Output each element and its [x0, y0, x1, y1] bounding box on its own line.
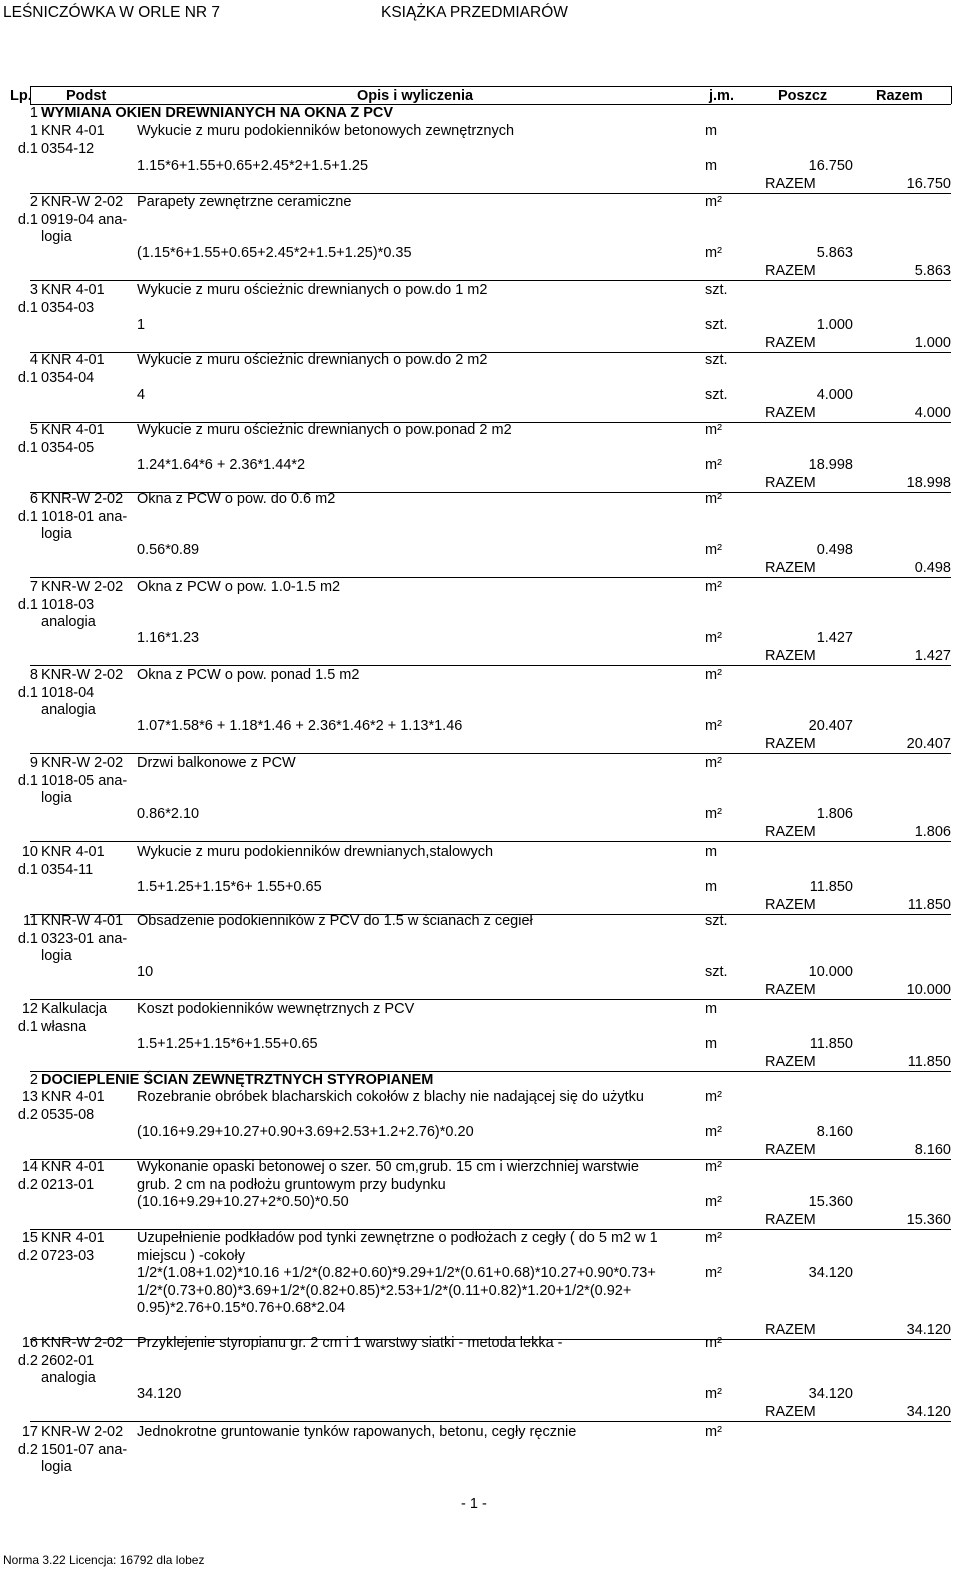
- position-description: Okna z PCW o pow. do 0.6 m2: [137, 491, 336, 507]
- razem-label: RAZEM: [765, 647, 816, 664]
- section-no: 1: [29, 105, 38, 121]
- position-podstawa: 0213-01: [41, 1176, 95, 1193]
- razem-label: RAZEM: [765, 474, 816, 491]
- position-unit: m²: [705, 194, 722, 210]
- footer-license: Norma 3.22 Licencja: 16792 dla lobez: [3, 1553, 205, 1567]
- calculation-value: 8.160: [816, 1124, 853, 1141]
- row-separator: [30, 1071, 951, 1072]
- position-unit: m²: [705, 1335, 722, 1351]
- razem-value: 18.998: [906, 474, 951, 491]
- position-podstawa: KNR 4-01: [41, 352, 105, 368]
- razem-value: 5.863: [914, 262, 951, 279]
- position-podstawa: KNR-W 2-02: [41, 667, 124, 683]
- position-podstawa: KNR-W 2-02: [41, 491, 124, 507]
- calculation-line: 1/2*(1.08+1.02)*10.16 +1/2*(0.82+0.60)*9.29+1/2*(0.61+0.68)*10.27+0.90*0.73+: [137, 1265, 656, 1282]
- position-podstawa: logia: [41, 790, 72, 807]
- position-lp: 11: [22, 913, 38, 929]
- calculation-value: 4.000: [816, 387, 853, 404]
- position-lp: 4: [29, 352, 38, 368]
- position-description: Parapety zewnętrzne ceramiczne: [137, 194, 352, 210]
- calculation-value: 18.998: [808, 457, 853, 474]
- position-unit: szt.: [705, 352, 728, 368]
- position-podstawa: 0354-11: [41, 861, 94, 878]
- position-podstawa: 1018-05 ana-: [41, 772, 128, 789]
- razem-value: 11.850: [907, 1053, 951, 1070]
- calculation-line: 1/2*(0.73+0.80)*3.69+1/2*(0.82+0.85)*2.53+1/2*(0.11+0.82)*1.20+1/2*(0.92+: [137, 1282, 632, 1299]
- position-podstawa: analogia: [41, 702, 96, 719]
- position-podstawa: KNR 4-01: [41, 1159, 105, 1175]
- position-description: Okna z PCW o pow. ponad 1.5 m2: [137, 667, 360, 683]
- position-unit: m²: [705, 755, 722, 771]
- razem-label: RAZEM: [765, 1141, 816, 1158]
- razem-label: RAZEM: [765, 1322, 816, 1338]
- razem-label: RAZEM: [765, 175, 816, 192]
- position-dzial: d.2: [17, 1106, 38, 1123]
- calculation-line: 1: [137, 317, 146, 334]
- calculation-value: 11.850: [809, 1036, 853, 1053]
- row-separator: [30, 1421, 951, 1422]
- calculation-line: 1.5+1.25+1.15*6+1.55+0.65: [137, 1036, 318, 1053]
- razem-value: 1.000: [914, 334, 951, 351]
- page-number: - 1 -: [461, 1496, 487, 1512]
- calculation-line: (10.16+9.29+10.27+0.90+3.69+2.53+1.2+2.76)*0.20: [137, 1124, 474, 1141]
- position-description: Przyklejenie styropianu gr. 2 cm i 1 warstwy siatki - metoda lekka -: [137, 1335, 563, 1351]
- calculation-line: 4: [137, 387, 146, 404]
- position-podstawa: 1018-01 ana-: [41, 508, 128, 525]
- position-lp: 3: [29, 282, 38, 298]
- position-lp: 8: [29, 667, 38, 683]
- calculation-unit: m²: [705, 1124, 722, 1141]
- position-podstawa: KNR-W 2-02: [41, 1424, 124, 1440]
- razem-value: 1.806: [914, 823, 951, 840]
- razem-value: 1.427: [914, 647, 951, 664]
- position-dzial: d.1: [17, 508, 38, 525]
- position-dzial: d.1: [17, 369, 38, 386]
- calculation-value: 1.427: [816, 630, 853, 647]
- position-lp: 15: [21, 1230, 38, 1246]
- razem-value: 34.120: [906, 1322, 951, 1338]
- calculation-value: 15.360: [808, 1194, 853, 1211]
- position-podstawa: 1018-04: [41, 684, 95, 701]
- position-podstawa: 1018-03: [41, 596, 95, 613]
- position-description: Jednokrotne gruntowanie tynków rapowanych, betonu, cegły ręcznie: [137, 1424, 577, 1440]
- calculation-line: (10.16+9.29+10.27+2*0.50)*0.50: [137, 1194, 349, 1211]
- position-lp: 7: [29, 579, 38, 595]
- position-unit: szt.: [705, 913, 728, 929]
- position-description: Uzupełnienie podkładów pod tynki zewnętrzne o podłożach z cegły ( do 5 m2 w 1: [137, 1230, 658, 1246]
- position-lp: 17: [21, 1424, 38, 1440]
- position-lp: 12: [21, 1001, 38, 1017]
- position-description: grub. 2 cm na podłożu gruntowym przy budynku: [137, 1176, 446, 1193]
- calculation-unit: m²: [705, 542, 722, 559]
- calculation-line: 1.07*1.58*6 + 1.18*1.46 + 2.36*1.46*2 + 1.13*1.46: [137, 718, 463, 735]
- calculation-unit: szt.: [705, 387, 728, 404]
- position-unit: m²: [705, 1424, 722, 1440]
- position-podstawa: analogia: [41, 614, 96, 631]
- calculation-value: 1.806: [816, 806, 853, 823]
- razem-label: RAZEM: [765, 404, 816, 421]
- position-podstawa: 1501-07 ana-: [41, 1441, 128, 1458]
- calculation-unit: m²: [705, 806, 722, 823]
- calculation-value: 5.863: [816, 245, 853, 262]
- position-description: Wykucie z muru ościeżnic drewnianych o pow.do 2 m2: [137, 352, 488, 368]
- calculation-line: 0.86*2.10: [137, 806, 200, 823]
- razem-value: 11.850: [907, 896, 951, 913]
- position-lp: 5: [29, 422, 38, 438]
- calculation-line: 1.5+1.25+1.15*6+ 1.55+0.65: [137, 879, 322, 896]
- position-podstawa: KNR-W 2-02: [41, 1335, 124, 1351]
- calculation-unit: m²: [705, 1265, 722, 1282]
- position-dzial: d.1: [17, 684, 38, 701]
- position-description: Okna z PCW o pow. 1.0-1.5 m2: [137, 579, 341, 595]
- razem-value: 20.407: [906, 735, 951, 752]
- position-dzial: d.1: [17, 211, 38, 228]
- position-unit: m: [705, 123, 718, 139]
- position-podstawa: KNR-W 2-02: [41, 194, 124, 210]
- calculation-value: 1.000: [816, 317, 853, 334]
- position-dzial: d.1: [17, 439, 38, 456]
- position-unit: m²: [705, 579, 722, 595]
- position-podstawa: 0354-12: [41, 140, 95, 157]
- position-lp: 16: [21, 1335, 38, 1351]
- calculation-unit: m: [705, 1036, 718, 1053]
- razem-label: RAZEM: [765, 1211, 816, 1228]
- calculation-line: (1.15*6+1.55+0.65+2.45*2+1.5+1.25)*0.35: [137, 245, 412, 262]
- position-podstawa: logia: [41, 1459, 72, 1476]
- position-podstawa: KNR 4-01: [41, 844, 105, 860]
- position-description: Wykucie z muru podokienników betonowych zewnętrznych: [137, 123, 515, 139]
- header-right-border: [951, 86, 952, 104]
- col-razem: Razem: [876, 88, 923, 104]
- position-dzial: d.1: [17, 1018, 38, 1035]
- razem-label: RAZEM: [765, 334, 816, 351]
- position-unit: m²: [705, 422, 722, 438]
- position-podstawa: 0354-03: [41, 299, 95, 316]
- position-podstawa: analogia: [41, 1370, 96, 1387]
- position-podstawa: KNR-W 2-02: [41, 755, 124, 771]
- position-podstawa: 0919-04 ana-: [41, 211, 128, 228]
- razem-label: RAZEM: [765, 1053, 816, 1070]
- position-podstawa: 0535-08: [41, 1106, 95, 1123]
- position-podstawa: 0354-04: [41, 369, 95, 386]
- position-dzial: d.2: [17, 1441, 38, 1458]
- row-separator: [30, 841, 951, 842]
- position-unit: szt.: [705, 282, 728, 298]
- position-podstawa: 2602-01: [41, 1352, 95, 1369]
- calculation-unit: m²: [705, 457, 722, 474]
- position-unit: m²: [705, 1159, 722, 1175]
- col-jm: j.m.: [709, 88, 734, 104]
- calculation-value: 16.750: [808, 158, 853, 175]
- position-lp: 9: [29, 755, 38, 771]
- calculation-line: 1.16*1.23: [137, 630, 200, 647]
- section-no: 2: [29, 1072, 38, 1088]
- calculation-unit: m²: [705, 1386, 722, 1403]
- calculation-value: 11.850: [809, 879, 853, 896]
- calculation-unit: m²: [705, 718, 722, 735]
- razem-label: RAZEM: [765, 896, 816, 913]
- position-podstawa: KNR-W 2-02: [41, 579, 124, 595]
- position-unit: m: [705, 844, 718, 860]
- position-description: Wykucie z muru podokienników drewnianych,stalowych: [137, 844, 494, 860]
- calculation-unit: m²: [705, 245, 722, 262]
- position-lp: 10: [21, 844, 38, 860]
- razem-value: 4.000: [914, 404, 951, 421]
- position-podstawa: 0323-01 ana-: [41, 930, 128, 947]
- col-poszcz: Poszcz: [778, 88, 828, 104]
- position-dzial: d.1: [17, 930, 38, 947]
- position-lp: 2: [29, 194, 38, 210]
- position-dzial: d.1: [17, 596, 38, 613]
- position-description: Wykonanie opaski betonowej o szer. 50 cm,grub. 15 cm i wierzchniej warstwie: [137, 1159, 639, 1175]
- razem-label: RAZEM: [765, 559, 816, 576]
- position-description: Wykucie z muru ościeżnic drewnianych o pow.do 1 m2: [137, 282, 488, 298]
- razem-value: 15.360: [906, 1211, 951, 1228]
- position-description: Drzwi balkonowe z PCW: [137, 755, 296, 771]
- header-right: KSIĄŻKA PRZEDMIARÓW: [381, 4, 568, 21]
- calculation-value: 0.498: [816, 542, 853, 559]
- calculation-value: 20.407: [808, 718, 853, 735]
- calculation-line: 1.15*6+1.55+0.65+2.45*2+1.5+1.25: [137, 158, 369, 175]
- razem-value: 34.120: [906, 1403, 951, 1420]
- position-unit: m²: [705, 667, 722, 683]
- calculation-value: 34.120: [808, 1265, 853, 1282]
- position-podstawa: KNR 4-01: [41, 422, 105, 438]
- col-podst: Podst: [66, 88, 107, 104]
- position-unit: m: [705, 1001, 718, 1017]
- section-title: WYMIANA OKIEN DREWNIANYCH NA OKNA Z PCV: [41, 105, 394, 121]
- col-opis: Opis i wyliczenia: [357, 88, 474, 104]
- calculation-unit: m²: [705, 630, 722, 647]
- position-dzial: d.2: [17, 1176, 38, 1193]
- position-dzial: d.1: [17, 772, 38, 789]
- calculation-unit: szt.: [705, 964, 728, 981]
- position-description: miejscu ) -cokoły: [137, 1247, 245, 1264]
- calculation-value: 10.000: [808, 964, 853, 981]
- position-lp: 14: [21, 1159, 38, 1175]
- section-title: DOCIEPLENIE ŚCIAN ZEWNĘTRZTNYCH STYROPIANEM: [41, 1072, 434, 1088]
- position-podstawa: 0723-03: [41, 1247, 95, 1264]
- position-description: Rozebranie obróbek blacharskich cokołów z blachy nie nadającej się do użytku: [137, 1089, 644, 1105]
- razem-label: RAZEM: [765, 1403, 816, 1420]
- position-lp: 1: [29, 123, 38, 139]
- position-podstawa: KNR-W 4-01: [41, 913, 124, 929]
- calculation-line: 0.95)*2.76+0.15*0.76+0.68*2.04: [137, 1300, 346, 1317]
- position-dzial: d.1: [17, 299, 38, 316]
- position-description: Obsadzenie podokienników z PCV do 1.5 w ścianach z cegieł: [137, 913, 533, 929]
- header-left: LEŚNICZÓWKA W ORLE NR 7: [3, 4, 221, 21]
- calculation-value: 34.120: [808, 1386, 853, 1403]
- position-podstawa: logia: [41, 526, 72, 543]
- position-podstawa: logia: [41, 229, 72, 246]
- position-dzial: d.2: [17, 1247, 38, 1264]
- position-lp: 6: [29, 491, 38, 507]
- razem-label: RAZEM: [765, 981, 816, 998]
- position-podstawa: KNR 4-01: [41, 123, 105, 139]
- position-dzial: d.2: [17, 1352, 38, 1369]
- position-lp: 13: [21, 1089, 38, 1105]
- position-unit: m²: [705, 1089, 722, 1105]
- calculation-line: 0.56*0.89: [137, 542, 200, 559]
- position-dzial: d.1: [17, 140, 38, 157]
- position-podstawa: Kalkulacja: [41, 1001, 108, 1017]
- razem-label: RAZEM: [765, 262, 816, 279]
- calculation-unit: m²: [705, 1194, 722, 1211]
- calculation-unit: m: [705, 158, 718, 175]
- calculation-line: 34.120: [137, 1386, 182, 1403]
- position-podstawa: 0354-05: [41, 439, 95, 456]
- position-podstawa: logia: [41, 948, 72, 965]
- calculation-unit: szt.: [705, 317, 728, 334]
- col-lp: Lp.: [10, 88, 32, 104]
- position-podstawa: KNR 4-01: [41, 1230, 105, 1246]
- position-description: Koszt podokienników wewnętrznych z PCV: [137, 1001, 415, 1017]
- razem-value: 8.160: [914, 1141, 951, 1158]
- razem-label: RAZEM: [765, 735, 816, 752]
- razem-value: 16.750: [906, 175, 951, 192]
- position-podstawa: własna: [41, 1018, 87, 1035]
- calculation-line: 1.24*1.64*6 + 2.36*1.44*2: [137, 457, 306, 474]
- position-podstawa: KNR 4-01: [41, 1089, 105, 1105]
- calculation-line: 10: [137, 964, 154, 981]
- position-unit: m²: [705, 491, 722, 507]
- razem-label: RAZEM: [765, 823, 816, 840]
- position-dzial: d.1: [17, 861, 38, 878]
- position-unit: m²: [705, 1230, 722, 1246]
- position-podstawa: KNR 4-01: [41, 282, 105, 298]
- razem-value: 0.498: [914, 559, 951, 576]
- calculation-unit: m: [705, 879, 718, 896]
- razem-value: 10.000: [906, 981, 951, 998]
- position-description: Wykucie z muru ościeżnic drewnianych o pow.ponad 2 m2: [137, 422, 512, 438]
